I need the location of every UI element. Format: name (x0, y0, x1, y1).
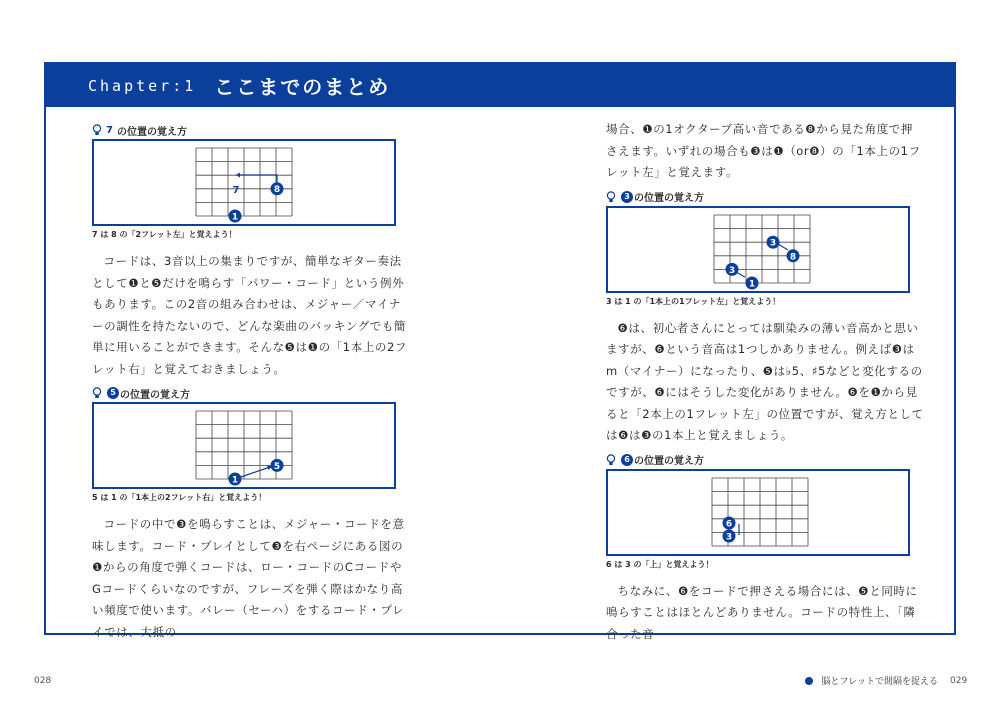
page-number-left: 028 (34, 676, 52, 686)
number-badge: 3 (621, 191, 633, 203)
note-label: 1 (231, 212, 239, 223)
fretboard-diagram-3 (606, 206, 910, 293)
page-number-right: 029 (950, 676, 968, 686)
body-paragraph: ❻は、初心者さんにとっては馴染みの薄い音高かと思いますが、❻という音高は1つしかありません。例えば❸はm（マイナー）になったり、❺は♭5、♯5などと変化するのですが、❻にはそうした変化がありません。❻を❶から見ると「2本上の1フレット左」の位置ですが、覚え方としては❻は❸の1本上と覚えましょう。 (606, 320, 924, 442)
section-title-7 (92, 123, 410, 137)
fretboard-diagram-5 (92, 402, 396, 489)
note-label: 3 (728, 265, 736, 276)
note-label: 5 (273, 461, 281, 472)
fretboard-svg (94, 404, 394, 487)
right-column (606, 119, 924, 651)
footer-right (805, 674, 938, 687)
fretboard-svg (94, 141, 394, 224)
chapter-banner (46, 64, 954, 107)
caption: 3 は 1 の「1本上の1フレット左」と覚えよう！ (606, 296, 781, 306)
fretboard-svg (608, 208, 908, 291)
chapter-title: ここまでのまとめ (214, 75, 391, 99)
fretboard-diagram-7 (92, 139, 396, 226)
lightbulb-icon (606, 191, 616, 203)
chapter-label: Chapter:1 (88, 76, 197, 95)
number-badge: 6 (621, 454, 633, 466)
section-num: 7 (106, 124, 113, 136)
note-label: 1 (748, 279, 756, 289)
section-name: 脳とフレットで間隔を捉える (821, 677, 938, 687)
section-title-text: の位置の覚え方 (120, 389, 190, 401)
note-label: 6 (725, 519, 733, 529)
note-label: 7 (232, 185, 240, 196)
section-title-text: の位置の覚え方 (634, 456, 704, 467)
section-title-5 (92, 386, 410, 400)
bullet-icon (805, 677, 813, 685)
body-paragraph: コードは、3音以上の集まりですが、簡単なギター奏法として❶と❺だけを鳴らす「パワー・コード」という例外もあります。この2音の組み合わせは、メジャー／マイナーの調性を持たないので、どんな楽曲のバッキングでも簡単に用いることができます。そんな❺は❶の「1本上の2フレット右」と覚えておきましょう。 (92, 254, 408, 376)
caption: 6 は 3 の「上」と覚えよう！ (606, 559, 714, 569)
lightbulb-icon (92, 387, 102, 399)
body-paragraph: 場合、❶の1オクターブ高い音である❽から見た角度で押さえます。いずれの場合も❸は❶（or❽）の「1本上の1フレット左」と覚えます。 (606, 122, 921, 179)
note-label: 3 (725, 532, 733, 542)
page-frame (44, 62, 956, 641)
note-label: 3 (769, 238, 777, 249)
section-title-6 (606, 453, 924, 467)
body-paragraph: コードの中で❸を鳴らすことは、メジャー・コードを意味します。コード・プレイとして❸を右ページにある図の❶からの角度で弾くコードは、ロー・コードのCコードやGコードくらいなのですが、フレーズを弾く際はかなり高い頻度で使います。バレー（セーハ）をするコード・プレイでは、大抵の (92, 517, 405, 639)
note-label: 8 (789, 251, 797, 262)
number-badge: 5 (107, 387, 119, 399)
fretboard-diagram-6 (606, 469, 910, 556)
fretboard-svg (608, 471, 908, 554)
lightbulb-icon (606, 454, 616, 466)
body-paragraph: ちなみに、❻をコードで押さえる場合には、❺と同時に鳴らすことはほとんどありません。コードの特性上、「隣合った音 (606, 583, 918, 641)
note-label: 1 (231, 475, 239, 486)
lightbulb-icon (92, 124, 102, 136)
left-column (92, 119, 410, 649)
note-label: 8 (273, 185, 281, 195)
caption: 7 は 8 の「2フレット左」と覚えよう！ (92, 230, 237, 239)
section-title-3 (606, 190, 924, 204)
section-title-text: の位置の覚え方 (116, 126, 187, 138)
caption: 5 は 1 の「1本上の2フレット右」と覚えよう！ (92, 493, 267, 502)
section-title-text: の位置の覚え方 (634, 193, 704, 204)
